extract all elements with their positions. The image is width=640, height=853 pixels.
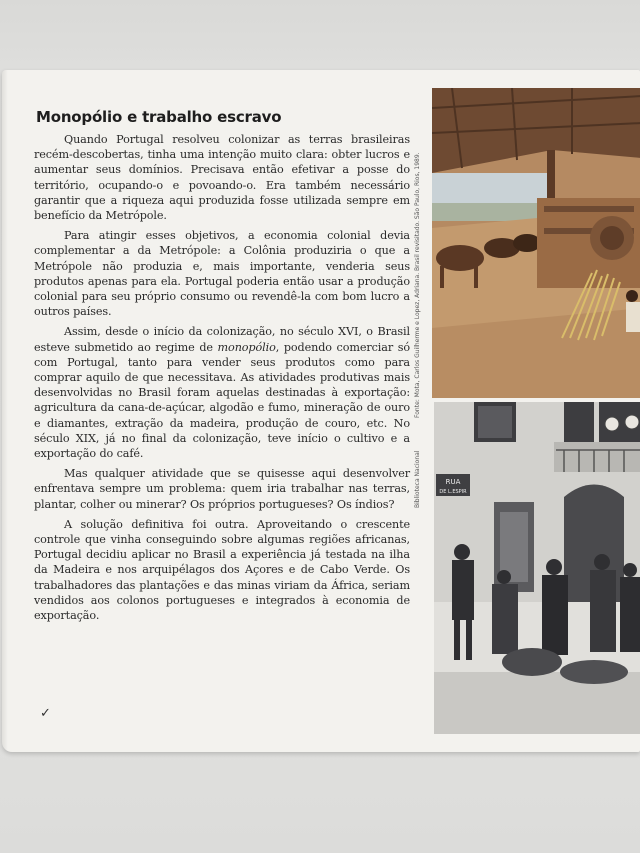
bottom-image-credit: Biblioteca Nacional (414, 450, 421, 508)
pencil-checkmark: ✓ (40, 706, 51, 721)
street-sign-line1: RUA (445, 478, 461, 486)
page-gutter-shadow (2, 70, 8, 752)
paragraph-2: Para atingir esses objetivos, a economia colonial devia complementar a da Metrópole: a Colônia produziria o que a Metrópole não produzia e, mais importante, venderia seus produtos apenas para ela. Portugal poderia então usar a produção colonial para seu próprio consumo ou revendê-la com bom lucro a outros países. (34, 229, 410, 319)
street-sign-line2: DE L.ESPIR (439, 489, 467, 495)
paragraph-4: Mas qualquer atividade que se quisesse aqui desenvolver enfrentava sempre um problema: quem iria trabalhar nas terras, plantar, colher ou minerar? Os próprios portugueses? Os índios? (34, 467, 410, 511)
italic-term: monopólio (217, 340, 276, 354)
paragraph-1: Quando Portugal resolveu colonizar as terras brasileiras recém-descobertas, tinha uma intenção muito clara: obter lucros e aumentar seus domínios. Precisava então efetivar a posse do território, ocupando-o e povoando-o. Era também necessário garantir que a riqueza aqui produzida fosse utilizada sempre em benefício da Metrópole. (34, 133, 410, 223)
figure-credits (414, 88, 428, 748)
section-title: Monopólio e trabalho escravo (36, 108, 282, 126)
sugar-mill-painting (432, 88, 640, 398)
top-image-credit: Fonte: Mota, Carlos Guilherme e Lopez, Adriana. Brasil revisitado. São Paulo, Rios, 1989. (414, 152, 421, 418)
paragraph-3: Assim, desde o início da colonização, no século XVI, o Brasil esteve submetido ao regime de monopólio, podendo comerciar só com Portugal, tanto para vender seus produtos como para comprar aquilo de que necessitava. As atividades produtivas mais desenvolvidas no Brasil foram aquelas destinadas à exportação: agricultura da cana-de-açúcar, algodão e fumo, mineração de ouro e diamantes, extração da madeira, produção de couro, etc. No século XIX, já no final da colonização, teve início o cultivo e a exportação do café. (34, 325, 410, 461)
text-column (34, 108, 410, 628)
book-page (2, 70, 640, 752)
street-scene-engraving (434, 402, 640, 734)
paragraph-5: A solução definitiva foi outra. Aproveitando o crescente controle que vinha conseguindo sobre algumas regiões africanas, Portugal decidiu aplicar no Brasil a experiência já testada na ilha da Madeira e nos arquipélagos dos Açores e de Cabo Verde. Os trabalhadores das plantações e das minas viriam da África, seriam vendidos aos colonos portugueses e integrados à economia de exportação. (34, 517, 410, 623)
